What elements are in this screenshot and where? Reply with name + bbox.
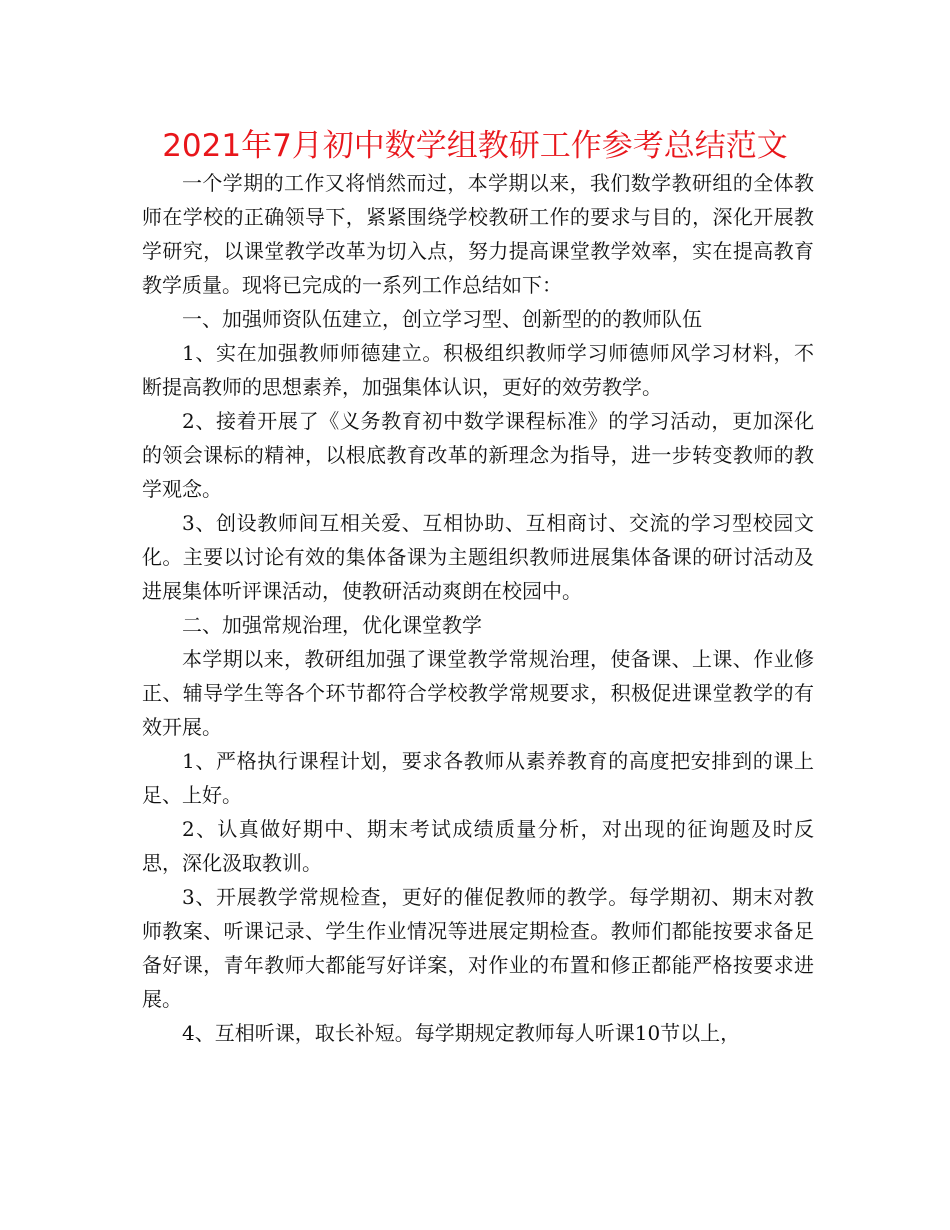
section-heading: 一、加强师资队伍建立，创立学习型、创新型的的教师队伍: [182, 307, 702, 331]
paragraph: 4、互相听课，取长补短。每学期规定教师每人听课10节以上，: [182, 1021, 741, 1045]
document-body: [142, 166, 814, 1050]
paragraph: 3、创设教师间互相关爱、互相协助、互相商讨、交流的学习型校园文化。主要以讨论有效的集体备课为主题组织教师进展集体备课的研讨活动及进展集体听评课活动，使教研活动爽朗在校园中。: [142, 511, 814, 603]
section-heading: 二、加强常规治理，优化课堂教学: [182, 613, 482, 637]
document-title: 2021年7月初中数学组教研工作参考总结范文: [162, 128, 788, 164]
paragraph: 2、接着开展了《义务教育初中数学课程标准》的学习活动，更加深化的领会课标的精神，以根底教育改革的新理念为指导，进一步转变教师的教学观念。: [142, 409, 814, 501]
paragraph: 一个学期的工作又将悄然而过，本学期以来，我们数学教研组的全体教师在学校的正确领导下，紧紧围绕学校教研工作的要求与目的，深化开展教学研究，以课堂教学改革为切入点，努力提高课堂教学效率，实在提高教育教学质量。现将已完成的一系列工作总结如下：: [142, 171, 814, 297]
paragraph: 2、认真做好期中、期末考试成绩质量分析，对出现的征询题及时反思，深化汲取教训。: [142, 817, 814, 875]
paragraph: 3、开展教学常规检查，更好的催促教师的教学。每学期初、期末对教师教案、听课记录、学生作业情况等进展定期检查。教师们都能按要求备足备好课，青年教师大都能写好详案，对作业的布置和修正都能严格按要求进展。: [142, 885, 814, 1011]
paragraph: 1、实在加强教师师德建立。积极组织教师学习师德师风学习材料，不断提高教师的思想素养，加强集体认识，更好的效劳教学。: [142, 341, 814, 399]
paragraph: 1、严格执行课程计划，要求各教师从素养教育的高度把安排到的课上足、上好。: [142, 749, 814, 807]
paragraph: 本学期以来，教研组加强了课堂教学常规治理，使备课、上课、作业修正、辅导学生等各个环节都符合学校教学常规要求，积极促进课堂教学的有效开展。: [142, 647, 814, 739]
